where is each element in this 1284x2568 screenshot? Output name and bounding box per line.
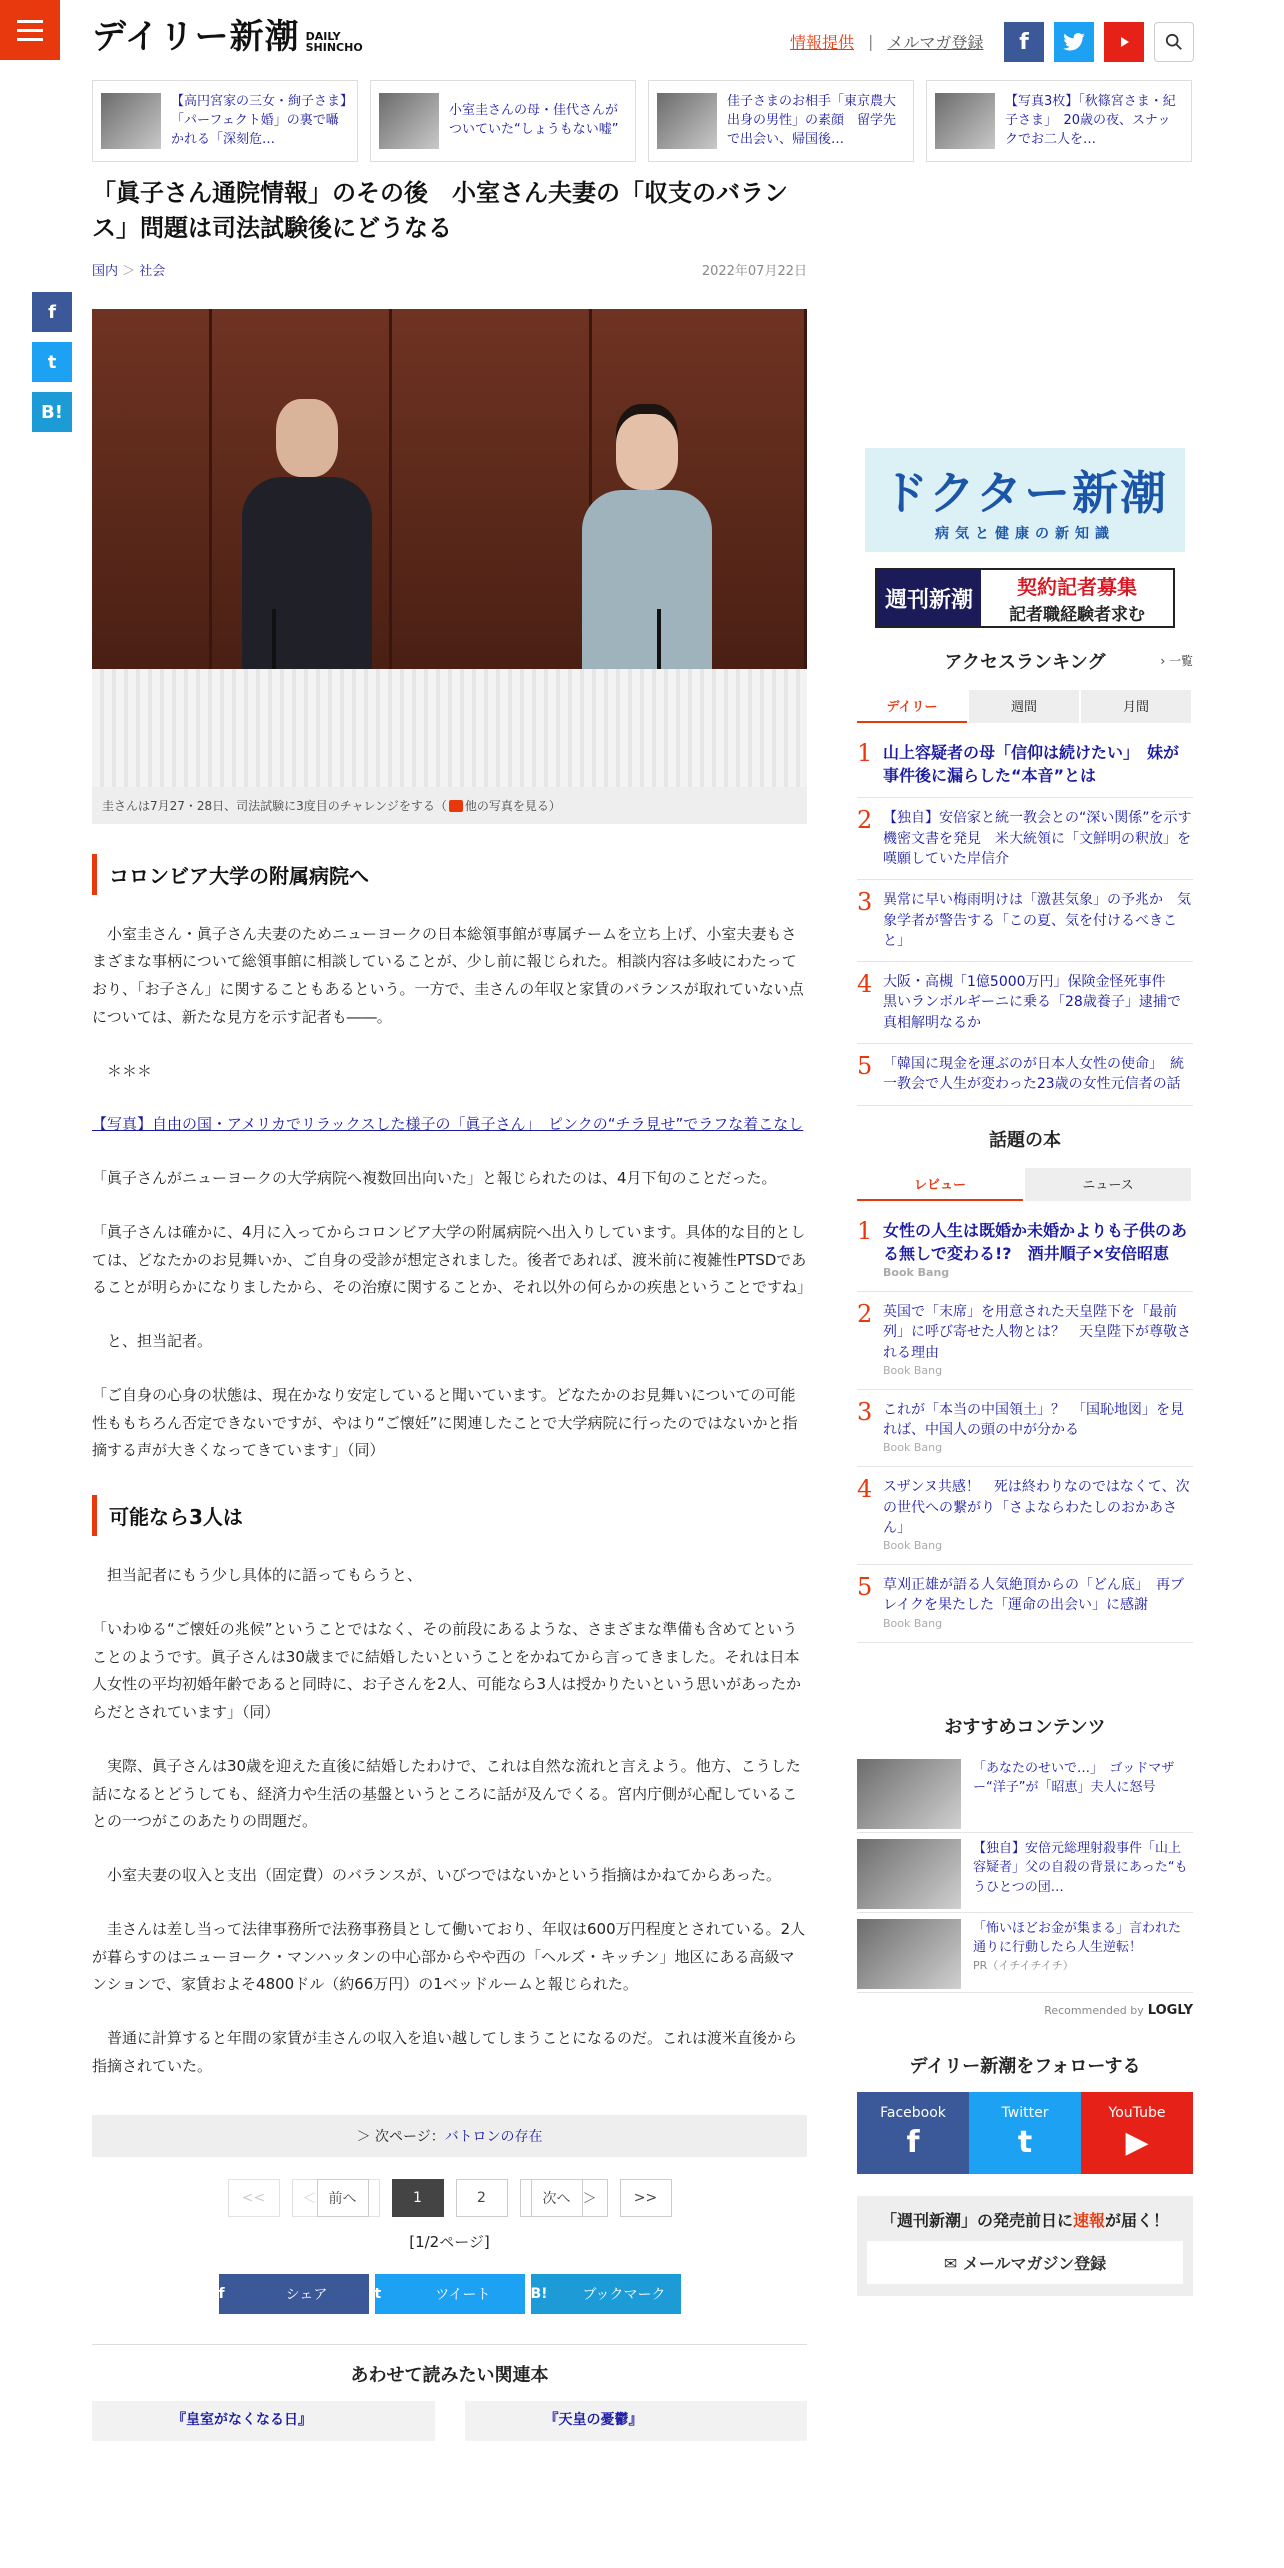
paragraph: 「眞子さんは確かに、4月に入ってからコロンビア大学の附属病院へ出入りしています。具体的な目的としては、どなたかのお見舞いか、ご自身の受診が想定されました。後者であれば、渡米前に複雑性PTSDであることが明らかになりましたから、その治療に関することか、それ以外の何らかの疾患ということですね」: [92, 1222, 813, 1297]
logly-credit: Recommended by LOGLY: [1044, 2002, 1193, 2018]
book-item[interactable]: 2 英国で「末席」を用意された天皇陛下を「最前列」に呼び寄せた人物とは？ 天皇陛下が尊敬される理由 Book Bang: [857, 1292, 1193, 1390]
separator-stars: ＊＊＊: [107, 1061, 153, 1080]
photo-caption: 圭さんは7月27・28日、司法試験に3度目のチャレンジをする（ 他の写真を見る）: [92, 787, 807, 824]
hatena-bookmark-button[interactable]: B! ブックマーク: [531, 2274, 681, 2314]
paragraph: 「いわゆる“ご懐妊の兆候”ということではなく、その前段にあるような、さまざまな準備も含めてということのようです。眞子さんは30歳までに結婚したいということをかねてから言ってきました。それは日本人女性の平均初婚年齢であると同時に、お子さんを2人、可能なら3人は授かりたいという思いがあったからだとされています」（同）: [92, 1619, 801, 1722]
next-page-bar[interactable]: ＞ 次ページ：バトロンの存在: [92, 2115, 807, 2157]
book-item[interactable]: 4 スザンヌ共感！ 死は終わりなのではなくて、次の世代への繋がり「さよならわたしのおかあさん」 Book Bang: [857, 1467, 1193, 1565]
logo-english: DAILY SHINCHO: [305, 29, 363, 55]
tab-daily[interactable]: デイリー: [857, 690, 967, 723]
paragraph: と、担当記者。: [107, 1332, 213, 1351]
paragraph: 小室圭さん・眞子さん夫妻のためニューヨークの日本総領事館が専属チームを立ち上げ、小室夫妻もさまざまな事柄について総領事館に相談していることが、少し前に報じられた。相談内容は多岐にわたっており、「お子さん」に関することもあるという。一方で、圭さんの年収と家賃のバランスが取れていない点については、新たな見方を示す記者も――。: [92, 924, 804, 1026]
article-title: 「眞子さん通院情報」のその後 小室さん夫妻の「収支のバランス」問題は司法試験後にどうなる: [92, 179, 788, 242]
strip-item[interactable]: 小室圭さんの母・佳代さんがついていた“しょうもない嘘”: [370, 80, 636, 162]
recommend-item[interactable]: 【独自】安倍元総理射殺事件「山上容疑者」父の自殺の背景にあった“もうひとつの団…: [857, 1833, 1193, 1913]
ad-doctor-shincho[interactable]: ドクター新潮 病気と健康の新知識: [865, 448, 1185, 552]
article: [92, 176, 813, 2441]
thumbnail: [657, 93, 717, 149]
facebook-share-button[interactable]: f シェア: [219, 2274, 369, 2314]
tab-weekly[interactable]: 週間: [969, 690, 1079, 723]
site-logo[interactable]: [92, 17, 363, 57]
books-heading: 話題の本: [989, 1129, 1061, 1151]
last-page-button[interactable]: >>: [620, 2179, 672, 2217]
book-item[interactable]: 3 これが「本当の中国領土」？ 「国恥地図」を見れば、中国人の頭の中が分かる Book Bang: [857, 1390, 1193, 1468]
follow-youtube-button[interactable]: YouTube ▶: [1081, 2092, 1193, 2174]
paragraph: 実際、眞子さんは30歳を迎えた直後に結婚したわけで、これは自然な流れと言えよう。他方、こうした話になるとどうしても、経済力や生活の基盤というところに話が及んでくる。宮内庁側が心配していることの一つがこのあたりの問題だ。: [92, 1756, 801, 1831]
paragraph: 担当記者にもう少し具体的に語ってもらうと、: [107, 1566, 423, 1585]
follow-facebook-button[interactable]: Facebook f: [857, 2092, 969, 2174]
facebook-icon[interactable]: f: [1004, 22, 1044, 62]
breadcrumb: [92, 260, 165, 279]
follow-buttons: [857, 2092, 1193, 2174]
facebook-share-icon[interactable]: f: [32, 292, 72, 332]
thumbnail: [379, 93, 439, 149]
ranking-item[interactable]: 2 【独自】安倍家と統一教会との“深い関係”を示す機密文書を発見 米大統領に「文鮮明の釈放」を嘆願していた岸信介: [857, 798, 1193, 880]
section-heading: コロンビア大学の附属病院へ: [92, 854, 807, 895]
mail-magazine-box: 「週刊新潮」の発売前日に速報が届く！ ✉ メールマガジン登録: [857, 2196, 1193, 2296]
tab-news[interactable]: ニュース: [1025, 1168, 1191, 1201]
strip-item[interactable]: 【写真3枚】「秋篠宮さま・紀子さま」 20歳の夜、スナックでお二人を…: [926, 80, 1192, 162]
logo-text: デイリー新潮: [92, 17, 300, 57]
next-page-link[interactable]: バトロンの存在: [444, 2128, 543, 2145]
menu-button[interactable]: [0, 0, 60, 60]
youtube-icon[interactable]: [1104, 22, 1144, 62]
first-page-button[interactable]: <<: [228, 2179, 280, 2217]
paragraph: 「ご自身の心身の状態は、現在かなり安定していると聞いています。どなたかのお見舞いについての可能性ももちろん否定できないですが、やはり“ご懐妊”に関連したことで大学病院に行ったのではないかと指摘する声が大きくなってきています」（同）: [92, 1385, 798, 1460]
follow-twitter-button[interactable]: Twitter t: [969, 2092, 1081, 2174]
tab-review[interactable]: レビュー: [857, 1168, 1023, 1201]
prev-page-button[interactable]: ＜ 前へ: [292, 2179, 380, 2217]
tab-monthly[interactable]: 月間: [1081, 690, 1191, 723]
hatena-bookmark-icon[interactable]: B!: [32, 392, 72, 432]
divider: |: [868, 32, 874, 51]
ad-reporter-recruit[interactable]: 週刊新潮 契約記者募集 記者職経験者求む: [875, 568, 1175, 628]
ranking-tabs: [857, 690, 1193, 723]
related-book[interactable]: 『皇室がなくなる日』: [92, 2401, 435, 2441]
chevron-right-icon: ＞: [356, 2128, 371, 2145]
ranking-item[interactable]: 5 「韓国に現金を運ぶのが日本人女性の使命」 統一教会で人生が変わった23歳の女性元信者の話: [857, 1044, 1193, 1106]
more-photos-link[interactable]: 他の写真を見る）: [464, 798, 561, 813]
mail-magazine-link[interactable]: メルマガ登録: [887, 33, 984, 52]
recommend-item[interactable]: 「あなたのせいで…」 ゴッドマザー“洋子”が「昭恵」夫人に怒号: [857, 1753, 1193, 1833]
paragraph: 圭さんは差し当って法律事務所で法務事務員として働いており、年収は600万円程度とされている。2人が暮らすのはニューヨーク・マンハッタンの中心部からやや西の「ヘルズ・キッチン」地区にある高級マンションで、家賃およそ4800ドル（約66万円）の1ベッドルームと報じられた。: [92, 1919, 806, 1994]
thumbnail: [857, 1759, 961, 1829]
mail-magazine-button[interactable]: ✉ メールマガジン登録: [867, 2241, 1183, 2284]
ranking-item[interactable]: 1 山上容疑者の母「信仰は続けたい」 妹が事件後に漏らした“本音”とは: [857, 731, 1193, 798]
recommend-item[interactable]: 「怖いほどお金が集まる」言われた通りに行動したら人生逆転！ PR（イチイチイチ）: [857, 1913, 1193, 1993]
share-bar: [92, 2274, 807, 2314]
thumbnail: [857, 1839, 961, 1909]
twitter-share-button[interactable]: t ツイート: [375, 2274, 525, 2314]
page-1-button[interactable]: 1: [392, 2179, 444, 2217]
breadcrumb-society[interactable]: 社会: [139, 263, 166, 279]
paragraph: 「眞子さんがニューヨークの大学病院へ複数回出向いた」と報じられたのは、4月下旬のことだった。: [92, 1169, 777, 1188]
strip-item[interactable]: 佳子さまのお相手「東京農大出身の男性」の素顔 留学先で出会い、帰国後…: [648, 80, 914, 162]
top-stories-strip: [92, 80, 1192, 162]
thumbnail: [101, 93, 161, 149]
camera-icon: [449, 800, 463, 812]
page-2-button[interactable]: 2: [456, 2179, 508, 2217]
next-page-button[interactable]: 次へ ＞: [520, 2179, 608, 2217]
floating-share: [32, 292, 72, 432]
breadcrumb-domestic[interactable]: 国内: [92, 263, 119, 279]
paragraph: 小室夫妻の収入と支出（固定費）のバランスが、いびつではないかという指摘はかねてからあった。: [107, 1866, 782, 1885]
thumbnail: [935, 93, 995, 149]
publish-date: 2022年07月22日: [701, 263, 807, 279]
thumbnail: [857, 1919, 961, 1989]
ranking-more-link[interactable]: › 一覧: [1160, 654, 1193, 668]
pagination: [92, 2179, 807, 2217]
recommend-heading: おすすめコンテンツ: [944, 1716, 1106, 1738]
follow-heading: デイリー新潮をフォローする: [909, 2055, 1141, 2077]
related-book[interactable]: 『天皇の憂鬱』: [465, 2401, 808, 2441]
books-tabs: [857, 1168, 1193, 1201]
section-heading: 可能なら3人は: [92, 1495, 807, 1536]
ranking-item[interactable]: 3 異常に早い梅雨明けは「激甚気象」の予兆か 気象学者が警告する「この夏、気を付けるべきこと」: [857, 880, 1193, 962]
info-provide-link[interactable]: 情報提供: [790, 33, 855, 52]
twitter-share-icon[interactable]: t: [32, 342, 72, 382]
book-item[interactable]: 1 女性の人生は既婚か未婚かよりも子供のある無しで変わる!? 酒井順子×安倍昭恵 Book Bang: [857, 1209, 1193, 1292]
ranking-item[interactable]: 4 大阪・高槻「1億5000万円」保険金怪死事件 黒いランボルギーニに乗る「28歳養子」逮捕で真相解明なるか: [857, 962, 1193, 1044]
search-icon[interactable]: [1154, 22, 1194, 62]
hero-photo[interactable]: [92, 309, 807, 787]
paragraph: 普通に計算すると年間の家賃が圭さんの収入を追い越してしまうことになるのだ。これは渡米直後から指摘されていた。: [92, 2029, 798, 2075]
book-item[interactable]: 5 草刈正雄が語る人気絶頂からの「どん底」 再ブレイクを果たした「運命の出会い」に感謝 Book Bang: [857, 1565, 1193, 1643]
photo-gallery-link[interactable]: 【写真】自由の国・アメリカでリラックスした様子の「眞子さん」 ピンクの“チラ見せ”でラフな着こなし: [92, 1115, 804, 1134]
ranking-heading: アクセスランキング › 一覧: [944, 652, 1193, 673]
related-books-heading: あわせて読みたい関連本: [92, 2344, 807, 2387]
strip-item[interactable]: 【高円宮家の三女・絢子さま】「パーフェクト婚」の裏で囁かれる「深刻危…: [92, 80, 358, 162]
twitter-icon[interactable]: [1054, 22, 1094, 62]
chevron-right-icon: ＞: [122, 263, 140, 279]
sidebar: [857, 448, 1193, 2296]
page-count: [1/2ページ]: [409, 2232, 490, 2251]
